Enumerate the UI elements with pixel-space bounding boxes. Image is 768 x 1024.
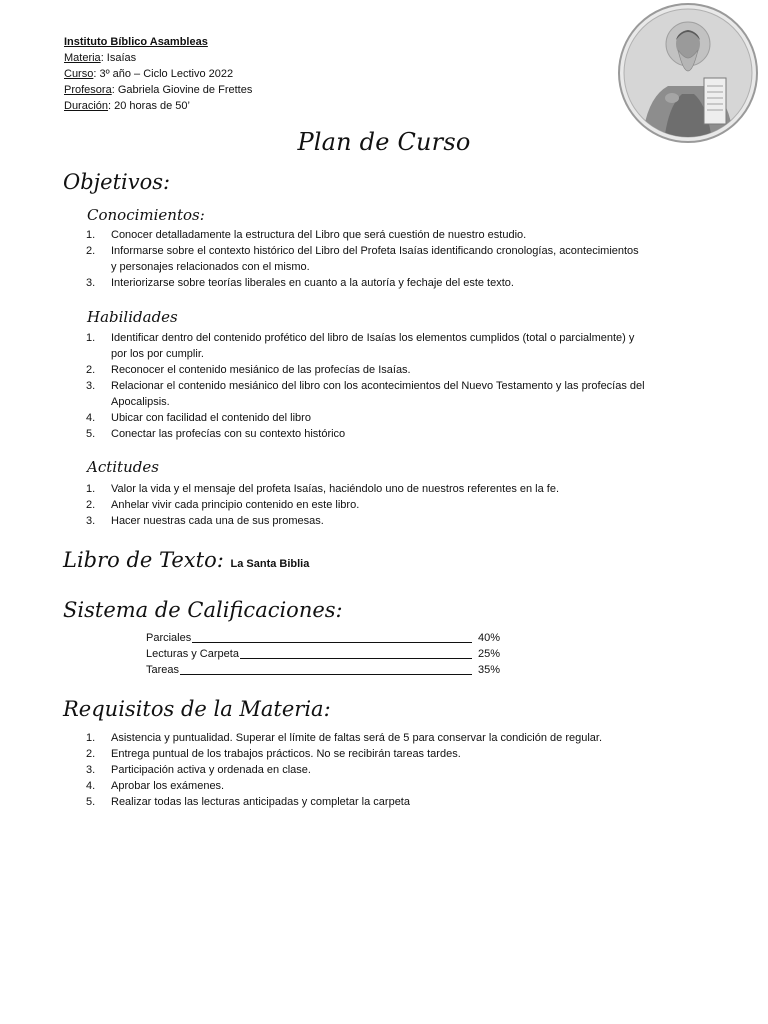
list-item: 3. Hacer nuestras cada una de sus promesas. [86,515,324,527]
grade-rule [146,642,472,643]
duration-value: : 20 horas de 50’ [108,100,190,112]
teacher-label: Profesora [64,84,112,96]
grade-label: Lecturas y Carpeta [146,648,239,660]
objectives-heading: Objetivos: [63,170,171,194]
page-title: Plan de Curso [297,128,471,156]
institute-name: Instituto Bíblico Asambleas [64,36,208,48]
grade-label: Parciales [146,632,192,644]
textbook-heading: Libro de Texto: [63,548,224,572]
teacher-line [64,82,252,98]
subject-label: Materia [64,52,101,64]
list-item: 1. Identificar dentro del contenido profético del libro de Isaías los elementos cumplidos (total o parcialmente) y por los por cumplir. [86,332,635,360]
list-item: 4. Aprobar los exámenes. [86,780,225,792]
grade-percent: 35% [478,664,501,676]
skills-list [86,330,646,442]
list-item: 3. Relacionar el contenido mesiánico del libro con los acontecimientos del Nuevo Testamento y las profecías del Apocalipsis. [86,380,645,408]
course-header [64,34,252,114]
requirements-list [86,730,686,810]
knowledge-list [86,227,646,291]
grade-label: Tareas [146,664,180,676]
grading-heading: Sistema de Calificaciones: [63,598,343,622]
textbook-value: La Santa Biblia [230,558,310,570]
grade-row [146,662,506,678]
grade-row [146,646,506,662]
subject-value: : Isaías [100,52,137,64]
list-item: 2. Informarse sobre el contexto histórico del Libro del Profeta Isaías identificando cronologías, acontecimientos y personajes relacionados con el mismo. [86,245,639,273]
list-item: 3. Participación activa y ordenada en clase. [86,764,311,776]
course-label: Curso [64,68,94,80]
teacher-value: : Gabriela Giovine de Frettes [111,84,253,96]
textbook-line [63,548,309,572]
course-line [64,66,252,82]
list-item: 3. Interiorizarse sobre teorías liberales en cuanto a la autoría y fechaje del este texto. [86,277,514,289]
list-item: 5. Conectar las profecías con su contexto histórico [86,428,346,440]
attitudes-heading: Actitudes [87,458,159,476]
grade-percent: 25% [478,648,501,660]
grade-rule [146,674,472,675]
prophet-medallion-icon [612,2,764,144]
list-item: 2. Anhelar vivir cada principio contenido en este libro. [86,499,360,511]
subject-line [64,50,252,66]
list-item: 4. Ubicar con facilidad el contenido del libro [86,412,311,424]
requirements-heading: Requisitos de la Materia: [63,697,331,721]
list-item: 5. Realizar todas las lecturas anticipadas y completar la carpeta [86,796,410,808]
grade-row [146,630,506,646]
course-value: : 3º año – Ciclo Lectivo 2022 [93,68,234,80]
grading-table [146,630,506,678]
list-item: 1. Conocer detalladamente la estructura del Libro que será cuestión de nuestro estudio. [86,229,527,241]
grade-percent: 40% [478,632,501,644]
list-item: 1. Valor la vida y el mensaje del profeta Isaías, haciéndolo uno de nuestros referentes en la fe. [86,483,560,495]
attitudes-list [86,481,646,529]
duration-label: Duración [64,100,109,112]
duration-line [64,98,252,114]
knowledge-heading: Conocimientos: [87,206,205,224]
list-item: 2. Reconocer el contenido mesiánico de las profecías de Isaías. [86,364,411,376]
list-item: 2. Entrega puntual de los trabajos prácticos. No se recibirán tareas tardes. [86,748,461,760]
list-item: 1. Asistencia y puntualidad. Superar el límite de faltas será de 5 para conservar la condición de regular. [86,732,603,744]
skills-heading: Habilidades [87,308,178,326]
